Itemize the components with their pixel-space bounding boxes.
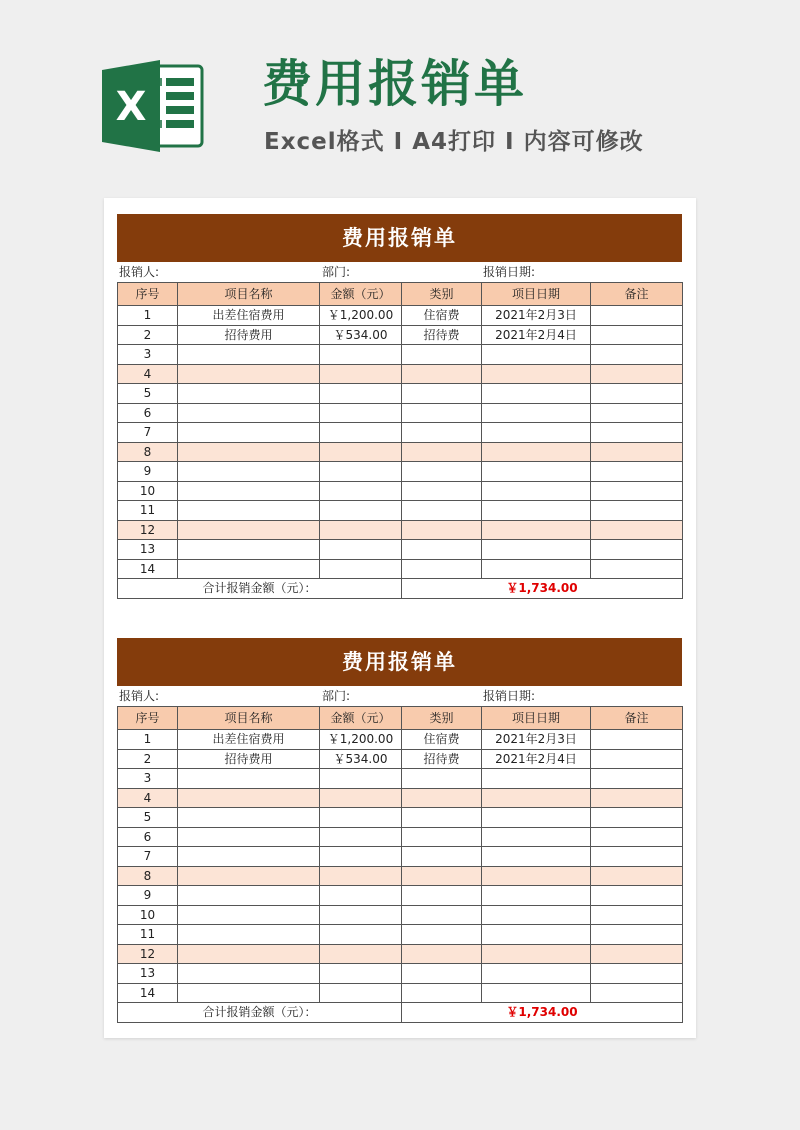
cell-remark[interactable] [591,520,683,540]
cell-item-date[interactable] [482,423,591,443]
cell-category[interactable] [402,886,482,906]
table-row [118,905,683,925]
cell-category[interactable] [402,345,482,365]
page-subtitle: Excel格式 I A4打印 I 内容可修改 [264,129,644,155]
cell-item-name[interactable] [178,462,320,482]
cell-item-name[interactable] [178,364,320,384]
cell-item-name[interactable] [178,866,320,886]
expense-form [117,214,682,599]
applicant-label[interactable]: 报销人: [119,265,160,279]
cell-amount[interactable] [320,808,402,828]
cell-item-date[interactable] [482,364,591,384]
applicant-label[interactable]: 报销人: [119,689,160,703]
cell-row-number[interactable]: 12 [118,944,178,964]
cell-row-number[interactable]: 7 [118,847,178,867]
cell-category[interactable] [402,866,482,886]
department-label[interactable]: 部门: [322,689,351,703]
department-label[interactable]: 部门: [322,265,351,279]
cell-remark[interactable] [591,847,683,867]
cell-item-name[interactable] [178,827,320,847]
cell-category[interactable] [402,925,482,945]
cell-category[interactable] [402,520,482,540]
cell-item-date[interactable] [482,384,591,404]
column-header-amount: 金额（元） [320,283,402,306]
cell-row-number[interactable]: 9 [118,886,178,906]
cell-item-name[interactable] [178,423,320,443]
cell-remark[interactable] [591,827,683,847]
table-row [118,403,683,423]
table-header-row [118,707,683,730]
table-row [118,501,683,521]
cell-item-date[interactable] [482,462,591,482]
cell-item-date[interactable] [482,827,591,847]
table-row [118,540,683,560]
cell-item-name[interactable] [178,788,320,808]
cell-row-number[interactable]: 13 [118,540,178,560]
cell-category[interactable] [402,540,482,560]
cell-amount[interactable] [320,559,402,579]
cell-item-date[interactable] [482,944,591,964]
cell-row-number[interactable]: 3 [118,769,178,789]
cell-remark[interactable] [591,925,683,945]
cell-category[interactable]: 招待费 [402,749,482,769]
table-row [118,306,683,326]
cell-item-date[interactable] [482,866,591,886]
table-row [118,847,683,867]
cell-row-number[interactable]: 11 [118,501,178,521]
cell-amount[interactable] [320,462,402,482]
cell-category[interactable]: 招待费 [402,325,482,345]
cell-row-number[interactable]: 14 [118,983,178,1003]
cell-amount[interactable] [320,827,402,847]
form-meta [117,262,682,282]
table-row [118,925,683,945]
cell-item-date[interactable] [482,559,591,579]
cell-item-date[interactable] [482,905,591,925]
cell-amount[interactable]: ￥534.00 [320,325,402,345]
table-row [118,827,683,847]
page-title: 费用报销单 [262,55,527,113]
cell-remark[interactable] [591,462,683,482]
cell-item-date[interactable] [482,501,591,521]
table-row [118,442,683,462]
cell-row-number[interactable]: 4 [118,788,178,808]
cell-amount[interactable] [320,364,402,384]
cell-remark[interactable] [591,886,683,906]
cell-amount[interactable] [320,769,402,789]
expense-form [117,638,682,1023]
cell-row-number[interactable]: 6 [118,827,178,847]
cell-amount[interactable] [320,442,402,462]
cell-row-number[interactable]: 5 [118,384,178,404]
cell-row-number[interactable]: 12 [118,520,178,540]
cell-item-date[interactable] [482,964,591,984]
cell-item-name[interactable] [178,345,320,365]
cell-item-date[interactable]: 2021年2月4日 [482,749,591,769]
total-label: 合计报销金额（元）： [118,579,402,599]
cell-amount[interactable] [320,788,402,808]
cell-category[interactable] [402,442,482,462]
cell-row-number[interactable]: 2 [118,325,178,345]
cell-remark[interactable] [591,325,683,345]
cell-item-name[interactable] [178,540,320,560]
table-header-row [118,283,683,306]
cell-remark[interactable] [591,905,683,925]
cell-row-number[interactable]: 1 [118,306,178,326]
cell-remark[interactable] [591,983,683,1003]
cell-category[interactable] [402,481,482,501]
table-row [118,808,683,828]
cell-item-date[interactable] [482,520,591,540]
table-row [118,944,683,964]
cell-item-date[interactable] [482,540,591,560]
cell-amount[interactable] [320,520,402,540]
cell-item-date[interactable] [482,847,591,867]
svg-text:X: X [115,84,147,130]
cell-row-number[interactable]: 2 [118,749,178,769]
cell-category[interactable] [402,788,482,808]
column-header-remark: 备注 [591,707,683,730]
cell-row-number[interactable]: 8 [118,442,178,462]
total-amount[interactable]: ￥1,734.00 [402,1003,683,1023]
cell-item-name[interactable] [178,481,320,501]
column-header-item-date: 项目日期 [482,707,591,730]
cell-remark[interactable] [591,501,683,521]
cell-item-name[interactable] [178,886,320,906]
cell-row-number[interactable]: 14 [118,559,178,579]
table-row [118,730,683,750]
cell-amount[interactable] [320,983,402,1003]
cell-item-date[interactable] [482,925,591,945]
cell-remark[interactable] [591,559,683,579]
cell-item-date[interactable] [482,403,591,423]
cell-row-number[interactable]: 10 [118,905,178,925]
cell-category[interactable]: 住宿费 [402,730,482,750]
cell-remark[interactable] [591,481,683,501]
cell-category[interactable]: 住宿费 [402,306,482,326]
cell-item-date[interactable] [482,481,591,501]
cell-remark[interactable] [591,442,683,462]
table-row [118,364,683,384]
cell-item-name[interactable] [178,769,320,789]
cell-item-name[interactable] [178,808,320,828]
cell-amount[interactable] [320,423,402,443]
cell-remark[interactable] [591,749,683,769]
table-row [118,788,683,808]
cell-item-date[interactable] [482,886,591,906]
cell-category[interactable] [402,403,482,423]
cell-row-number[interactable]: 8 [118,866,178,886]
header [0,0,800,190]
column-header-item-date: 项目日期 [482,283,591,306]
expense-table [117,282,683,599]
expense-table [117,706,683,1023]
table-row [118,384,683,404]
cell-amount[interactable] [320,964,402,984]
cell-remark[interactable] [591,384,683,404]
cell-item-date[interactable] [482,808,591,828]
cell-row-number[interactable]: 9 [118,462,178,482]
form-title: 费用报销单 [117,214,682,262]
cell-category[interactable] [402,501,482,521]
cell-item-name[interactable] [178,384,320,404]
cell-item-name[interactable] [178,559,320,579]
cell-category[interactable] [402,364,482,384]
cell-amount[interactable] [320,501,402,521]
table-row [118,325,683,345]
cell-item-name[interactable]: 招待费用 [178,749,320,769]
cell-remark[interactable] [591,769,683,789]
cell-amount[interactable]: ￥1,200.00 [320,730,402,750]
cell-amount[interactable] [320,384,402,404]
total-amount[interactable]: ￥1,734.00 [402,579,683,599]
cell-remark[interactable] [591,788,683,808]
table-row [118,769,683,789]
column-header-item-name: 项目名称 [178,707,320,730]
table-row [118,886,683,906]
column-header-item-name: 项目名称 [178,283,320,306]
cell-item-name[interactable] [178,925,320,945]
cell-amount[interactable] [320,944,402,964]
table-row [118,520,683,540]
document-page [104,198,696,1038]
cell-remark[interactable] [591,306,683,326]
cell-row-number[interactable]: 3 [118,345,178,365]
table-row [118,964,683,984]
column-header-row-number: 序号 [118,707,178,730]
table-row [118,462,683,482]
cell-category[interactable] [402,462,482,482]
cell-amount[interactable] [320,905,402,925]
cell-item-name[interactable] [178,442,320,462]
cell-item-date[interactable]: 2021年2月3日 [482,730,591,750]
cell-category[interactable] [402,847,482,867]
cell-category[interactable] [402,983,482,1003]
cell-item-name[interactable] [178,501,320,521]
table-row [118,345,683,365]
cell-amount[interactable] [320,403,402,423]
table-row [118,749,683,769]
cell-item-name[interactable] [178,944,320,964]
column-header-remark: 备注 [591,283,683,306]
column-header-category: 类别 [402,283,482,306]
cell-item-date[interactable] [482,442,591,462]
cell-item-date[interactable]: 2021年2月3日 [482,306,591,326]
cell-amount[interactable] [320,345,402,365]
cell-category[interactable] [402,423,482,443]
cell-remark[interactable] [591,730,683,750]
cell-row-number[interactable]: 13 [118,964,178,984]
cell-category[interactable] [402,964,482,984]
cell-row-number[interactable]: 11 [118,925,178,945]
cell-remark[interactable] [591,364,683,384]
cell-category[interactable] [402,769,482,789]
cell-amount[interactable]: ￥534.00 [320,749,402,769]
cell-row-number[interactable]: 1 [118,730,178,750]
cell-amount[interactable]: ￥1,200.00 [320,306,402,326]
cell-item-date[interactable] [482,769,591,789]
total-row [118,1003,683,1023]
cell-item-date[interactable] [482,345,591,365]
cell-item-name[interactable] [178,520,320,540]
cell-remark[interactable] [591,423,683,443]
table-row [118,983,683,1003]
excel-logo-icon [100,58,204,154]
table-row [118,481,683,501]
cell-item-name[interactable] [178,905,320,925]
cell-item-date[interactable] [482,788,591,808]
cell-row-number[interactable]: 7 [118,423,178,443]
cell-item-name[interactable] [178,964,320,984]
cell-category[interactable] [402,944,482,964]
column-header-amount: 金额（元） [320,707,402,730]
cell-amount[interactable] [320,866,402,886]
date-label[interactable]: 报销日期: [483,689,536,703]
cell-amount[interactable] [320,481,402,501]
cell-category[interactable] [402,808,482,828]
cell-remark[interactable] [591,403,683,423]
cell-category[interactable] [402,384,482,404]
cell-remark[interactable] [591,345,683,365]
cell-item-name[interactable]: 出差住宿费用 [178,730,320,750]
cell-amount[interactable] [320,540,402,560]
cell-remark[interactable] [591,944,683,964]
cell-category[interactable] [402,559,482,579]
cell-item-name[interactable] [178,403,320,423]
cell-item-name[interactable] [178,983,320,1003]
cell-row-number[interactable]: 4 [118,364,178,384]
cell-item-date[interactable] [482,983,591,1003]
cell-category[interactable] [402,905,482,925]
column-header-category: 类别 [402,707,482,730]
table-row [118,559,683,579]
cell-remark[interactable] [591,808,683,828]
cell-remark[interactable] [591,866,683,886]
cell-row-number[interactable]: 5 [118,808,178,828]
cell-remark[interactable] [591,540,683,560]
cell-item-date[interactable]: 2021年2月4日 [482,325,591,345]
cell-row-number[interactable]: 6 [118,403,178,423]
cell-row-number[interactable]: 10 [118,481,178,501]
cell-item-name[interactable]: 出差住宿费用 [178,306,320,326]
table-row [118,866,683,886]
form-title: 费用报销单 [117,638,682,686]
form-meta [117,686,682,706]
date-label[interactable]: 报销日期: [483,265,536,279]
total-label: 合计报销金额（元）： [118,1003,402,1023]
cell-amount[interactable] [320,847,402,867]
cell-remark[interactable] [591,964,683,984]
table-row [118,423,683,443]
column-header-row-number: 序号 [118,283,178,306]
total-row [118,579,683,599]
cell-amount[interactable] [320,925,402,945]
cell-category[interactable] [402,827,482,847]
cell-amount[interactable] [320,886,402,906]
cell-item-name[interactable] [178,847,320,867]
cell-item-name[interactable]: 招待费用 [178,325,320,345]
